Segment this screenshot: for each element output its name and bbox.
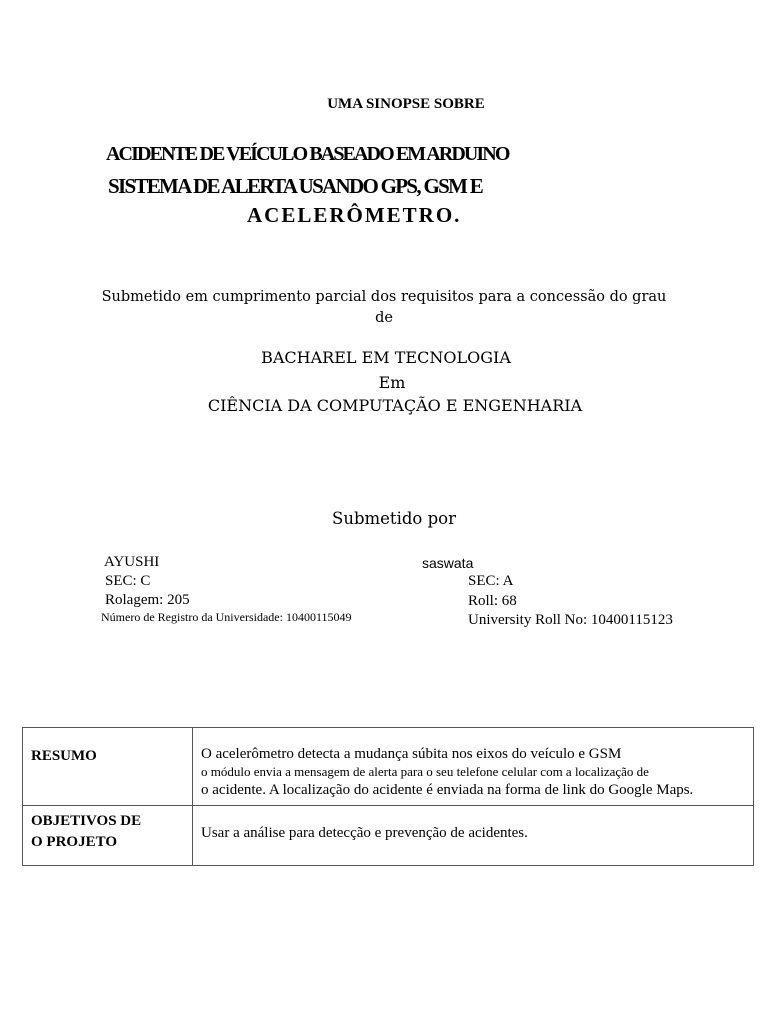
resumo-line-2: o módulo envia a mensagem de alerta para o seu telefone celular com a localização de xyxy=(201,764,649,779)
resumo-label: RESUMO xyxy=(23,728,193,806)
objetivos-label-line-1: OBJETIVOS DE xyxy=(31,813,142,829)
synopsis-label: UMA SINOPSE SOBRE xyxy=(327,96,485,112)
student-1-section: SEC: C xyxy=(105,573,151,589)
student-2-roll: Roll: 68 xyxy=(468,593,517,609)
title-line-3: ACELERÔMETRO. xyxy=(247,203,462,227)
resumo-line-1: O acelerômetro detecta a mudança súbita nos eixos do veículo e GSM xyxy=(201,746,622,762)
table-row-objetivos xyxy=(23,806,754,866)
student-1-roll: Rolagem: 205 xyxy=(105,592,190,608)
resumo-text xyxy=(193,728,754,806)
project-summary-table xyxy=(22,727,754,866)
degree-connector: Em xyxy=(378,373,406,392)
degree-name: BACHAREL EM TECNOLOGIA xyxy=(261,348,511,367)
student-2-university-roll: University Roll No: 10400115123 xyxy=(468,612,673,628)
title-line-1: ACIDENTE DE VEÍCULO BASEADO EM ARDUINO xyxy=(106,143,509,165)
degree-field: CIÊNCIA DA COMPUTAÇÃO E ENGENHARIA xyxy=(207,396,583,415)
resumo-line-3: o acidente. A localização do acidente é enviada na forma de link do Google Maps. xyxy=(201,782,694,798)
table-row-resumo xyxy=(23,728,754,806)
student-1-name: AYUSHI xyxy=(104,554,160,570)
student-2-section: SEC: A xyxy=(468,573,514,589)
submitted-by-heading: Submetido por xyxy=(332,509,456,528)
title-line-2: SISTEMA DE ALERTA USANDO GPS, GSM E xyxy=(108,174,483,198)
student-1-registration: Número de Registro da Universidade: 10400115049 xyxy=(101,610,352,624)
student-2-name: saswata xyxy=(422,555,474,571)
objetivos-text: Usar a análise para detecção e prevenção de acidentes. xyxy=(193,806,754,866)
objetivos-label xyxy=(23,806,193,866)
objetivos-label-line-2: O PROJETO xyxy=(31,834,117,850)
submission-statement: Submetido em cumprimento parcial dos requisitos para a concessão do grau de xyxy=(101,289,667,326)
